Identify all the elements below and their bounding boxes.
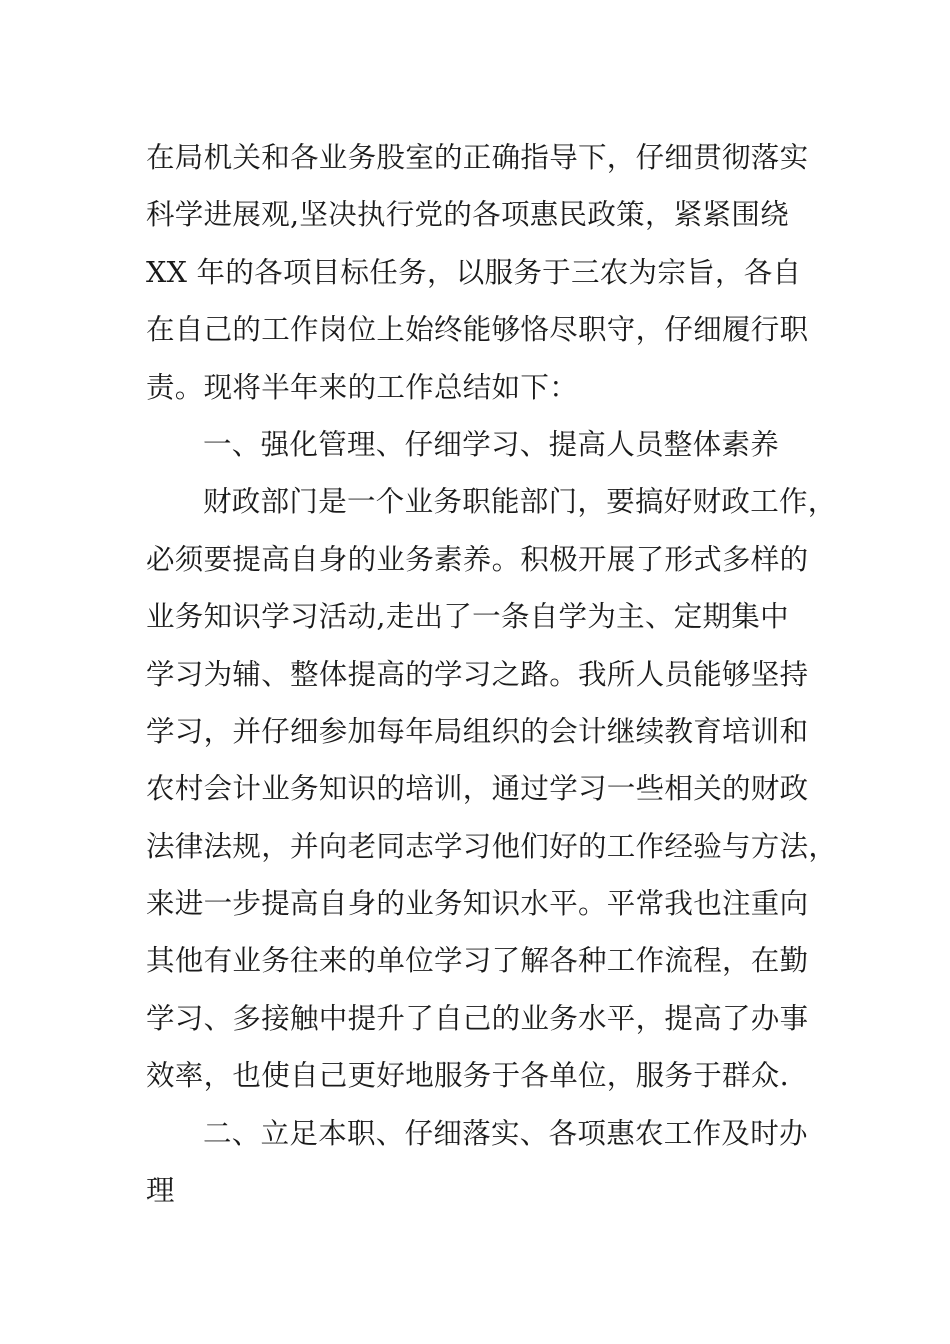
text-line: 学习，并仔细参加每年局组织的会计继续教育培训和 — [146, 714, 809, 748]
paragraph-start: 财政部门是一个业务职能部门，要搞好财政工作， — [203, 485, 837, 519]
text-line: 在自己的工作岗位上始终能够恪尽职守，仔细履行职 — [146, 313, 809, 347]
text-line: 责。现将半年来的工作总结如下： — [146, 370, 579, 404]
text-line: 业务知识学习活动,走出了一条自学为主、定期集中 — [146, 600, 789, 634]
text-line: 效率，也使自己更好地服务于各单位，服务于群众. — [146, 1059, 789, 1093]
document-body — [146, 129, 838, 1219]
text-line: 其他有业务往来的单位学习了解各种工作流程，在勤 — [146, 944, 809, 978]
section-heading-2: 二、立足本职、仔细落实、各项惠农工作及时办 — [203, 1116, 808, 1150]
text-line: 科学进展观,坚决执行党的各项惠民政策，紧紧围绕 — [146, 198, 789, 232]
text-line: XX 年的各项目标任务，以服务于三农为宗旨，各自 — [146, 255, 802, 289]
text-line: 在局机关和各业务股室的正确指导下，仔细贯彻落实 — [146, 141, 809, 174]
text-line: 来进一步提高自身的业务知识水平。平常我也注重向 — [146, 887, 809, 921]
text-line: 学习为辅、整体提高的学习之路。我所人员能够坚持 — [146, 657, 809, 691]
text-line: 理 — [146, 1174, 175, 1208]
text-line: 农村会计业务知识的培训，通过学习一些相关的财政 — [146, 772, 809, 806]
text-line: 法律法规，并向老同志学习他们好的工作经验与方法， — [146, 829, 838, 863]
section-heading-1: 一、强化管理、仔细学习、提高人员整体素养 — [203, 427, 780, 461]
text-line: 必须要提高自身的业务素养。积极开展了形式多样的 — [146, 542, 809, 576]
text-line: 学习、多接触中提升了自己的业务水平，提高了办事 — [146, 1001, 809, 1035]
